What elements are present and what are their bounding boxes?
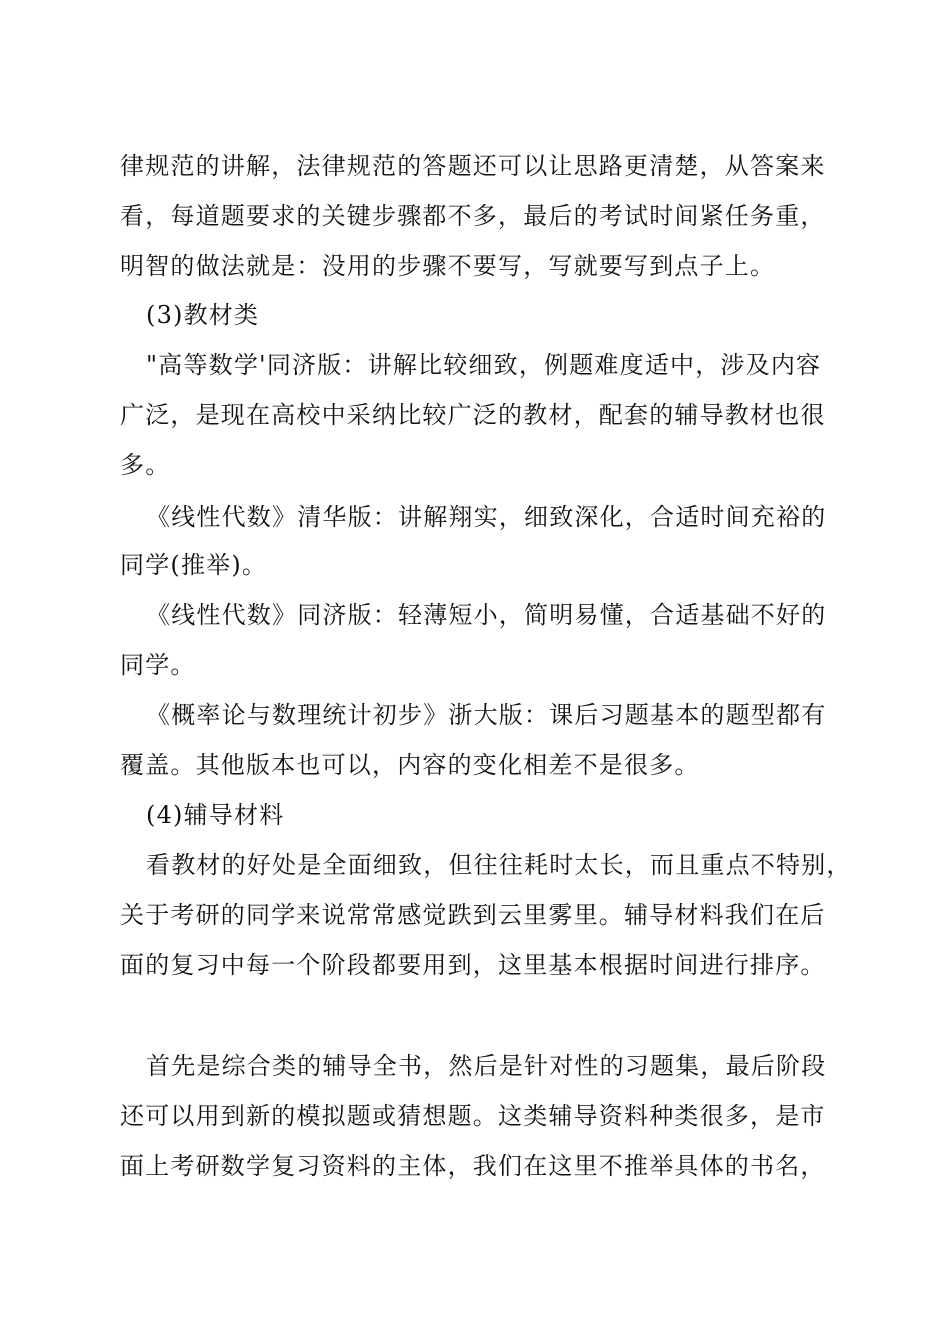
body-text-line: 《线性代数》同济版：轻薄短小，简明易懂，合适基础不好的 [146,601,827,629]
body-text-line: 《概率论与数理统计初步》浙大版：课后习题基本的题型都有 [146,701,827,729]
body-text-line: 覆盖。其他版本也可以，内容的变化相差不是很多。 [120,751,700,779]
body-text-line: 关于考研的同学来说常常感觉跌到云里雾里。辅导材料我们在后 [120,901,826,929]
body-text-line: 看，每道题要求的关键步骤都不多，最后的考试时间紧任务重， [120,202,826,230]
body-text-line: 首先是综合类的辅导全书，然后是针对性的习题集，最后阶段 [146,1052,827,1080]
body-text-line: 多。 [120,451,171,479]
body-text-line: 广泛，是现在高校中采纳比较广泛的教材，配套的辅导教材也很 [120,401,826,429]
body-text-line: 同学。 [120,651,196,679]
section-heading: (3)教材类 [146,301,260,329]
body-text-line: 《线性代数》清华版：讲解翔实，细致深化，合适时间充裕的 [146,503,827,531]
body-text-line: 律规范的讲解，法律规范的答题还可以让思路更清楚，从答案来 [120,152,826,180]
body-text-line: 同学(推举)。 [120,551,268,579]
section-heading: (4)辅导材料 [146,801,285,829]
body-text-line: 明智的做法就是：没用的步骤不要写，写就要写到点子上。 [120,252,776,280]
body-text-line: 看教材的好处是全面细致，但往往耗时太长，而且重点不特别， [146,851,852,879]
body-text-line: 还可以用到新的模拟题或猜想题。这类辅导资料种类很多，是市 [120,1102,826,1130]
body-text-line: 面的复习中每一个阶段都要用到，这里基本根据时间进行排序。 [120,951,826,979]
body-text-line: 面上考研数学复习资料的主体，我们在这里不推举具体的书名， [120,1152,826,1180]
body-text-line: "高等数学'同济版：讲解比较细致，例题难度适中，涉及内容 [146,351,822,379]
